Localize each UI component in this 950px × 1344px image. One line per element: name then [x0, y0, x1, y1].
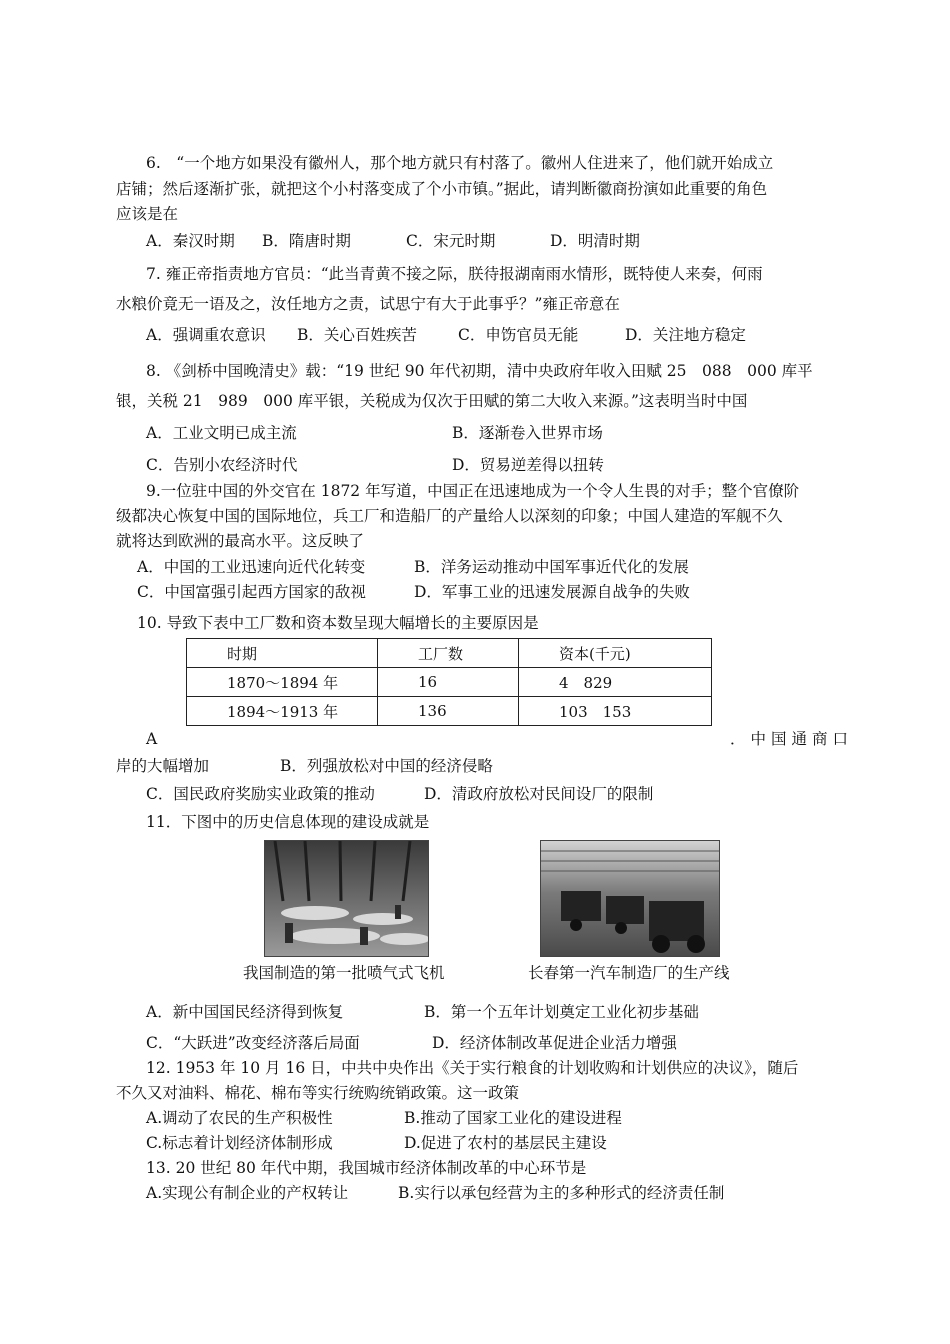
q11-caption-left: 我国制造的第一批喷气式飞机: [243, 964, 445, 982]
q11-stem: 11．下图中的历史信息体现的建设成就是: [146, 813, 430, 831]
q7-option-a: A．强调重农意识: [146, 326, 266, 344]
q7-option-d: D．关注地方稳定: [625, 326, 746, 344]
q10-option-b: B．列强放松对中国的经济侵略: [280, 757, 493, 775]
q6-option-b: B．隋唐时期: [262, 232, 351, 250]
q12-stem-line1: 12. 1953 年 10 月 16 日，中共中央作出《关于实行粮食的计划收购和计划供应的决议》，随后: [146, 1059, 799, 1077]
table-header-period: 时期: [187, 639, 378, 668]
table-cell-period: 1894～1913 年: [187, 697, 378, 726]
table-row: [187, 668, 712, 697]
q11-option-b: B．第一个五年计划奠定工业化初步基础: [424, 1003, 699, 1021]
q11-option-a: A．新中国国民经济得到恢复: [146, 1003, 344, 1021]
q8-stem-line2: 银，关税 21 989 000 库平银，关税成为仅次于田赋的第二大收入来源。”这表明当时中国: [116, 392, 748, 410]
jet-aircraft-factory-photo: [264, 840, 429, 957]
q10-option-a-letter: A: [146, 730, 158, 748]
q11-option-c: C．“大跃进”改变经济落后局面: [146, 1034, 360, 1052]
q9-stem-line3: 就将达到欧洲的最高水平。这反映了: [116, 532, 365, 550]
q8-stem-line1: 8. 《剑桥中国晚清史》载：“19 世纪 90 年代初期，清中央政府年收入田赋 25 088 000 库平: [146, 362, 813, 380]
table-cell-capital: 4 829: [519, 668, 712, 697]
q7-option-b: B．关心百姓疾苦: [297, 326, 417, 344]
q10-option-c: C．国民政府奖励实业政策的推动: [146, 785, 375, 803]
q13-stem: 13. 20 世纪 80 年代中期，我国城市经济体制改革的中心环节是: [146, 1159, 587, 1177]
q13-option-a: A.实现公有制企业的产权转让: [146, 1184, 349, 1202]
q11-caption-right: 长春第一汽车制造厂的生产线: [528, 964, 730, 982]
q10-option-a-text: ．中国通商口: [730, 730, 854, 748]
truck-production-line-photo: [540, 840, 720, 957]
q6-option-a: A．秦汉时期: [146, 232, 235, 250]
q10-option-d: D．清政府放松对民间设厂的限制: [424, 785, 654, 803]
q8-option-b: B．逐渐卷入世界市场: [452, 424, 603, 442]
q9-option-b: B．洋务运动推动中国军事近代化的发展: [414, 558, 689, 576]
q10-stem: 10. 导致下表中工厂数和资本数呈现大幅增长的主要原因是: [137, 614, 539, 632]
q10-data-table: [186, 638, 712, 726]
q6-option-d: D．明清时期: [550, 232, 640, 250]
q6-option-c: C．宋元时期: [406, 232, 496, 250]
table-header-row: [187, 639, 712, 668]
q6-stem-line3: 应该是在: [116, 205, 179, 223]
q9-stem-line1: 9.一位驻中国的外交官在 1872 年写道，中国正在迅速地成为一个令人生畏的对手；整个官僚阶: [146, 482, 800, 500]
table-header-factories: 工厂数: [378, 639, 519, 668]
q7-stem-line2: 水粮价竟无一语及之，汝任地方之责，试思宁有大于此事乎？”雍正帝意在: [116, 295, 620, 313]
q12-option-c: C.标志着计划经济体制形成: [146, 1134, 333, 1152]
table-cell-capital: 103 153: [519, 697, 712, 726]
q12-option-b: B.推动了国家工业化的建设进程: [404, 1109, 622, 1127]
q6-stem-line1: 6. “一个地方如果没有徽州人，那个地方就只有村落了。徽州人住进来了，他们就开始成立: [146, 154, 774, 172]
q8-option-d: D．贸易逆差得以扭转: [452, 456, 604, 474]
q9-option-d: D．军事工业的迅速发展源自战争的失败: [414, 583, 690, 601]
q9-option-a: A．中国的工业迅速向近代化转变: [137, 558, 366, 576]
q12-stem-line2: 不久又对油料、棉花、棉布等实行统购统销政策。这一政策: [116, 1084, 520, 1102]
table-cell-period: 1870～1894 年: [187, 668, 378, 697]
q7-option-c: C．申饬官员无能: [458, 326, 579, 344]
table-header-capital: 资本(千元): [519, 639, 712, 668]
q9-option-c: C．中国富强引起西方国家的敌视: [137, 583, 366, 601]
q6-stem-line2: 店铺；然后逐渐扩张，就把这个小村落变成了个小市镇。”据此，请判断徽商扮演如此重要的角色: [116, 180, 768, 198]
table-cell-factories: 16: [378, 668, 519, 697]
q11-option-d: D．经济体制改革促进企业活力增强: [432, 1034, 677, 1052]
q8-option-c: C．告别小农经济时代: [146, 456, 298, 474]
table-row: [187, 697, 712, 726]
q12-option-a: A.调动了农民的生产积极性: [146, 1109, 333, 1127]
q7-stem-line1: 7. 雍正帝指责地方官员：“此当青黄不接之际，朕待报湖南雨水情形，既特使人来奏，何雨: [146, 265, 763, 283]
q9-stem-line2: 级都决心恢复中国的国际地位，兵工厂和造船厂的产量给人以深刻的印象；中国人建造的军舰不久: [116, 507, 783, 525]
table-cell-factories: 136: [378, 697, 519, 726]
q13-option-b: B.实行以承包经营为主的多种形式的经济责任制: [398, 1184, 725, 1202]
q12-option-d: D.促进了农村的基层民主建设: [404, 1134, 607, 1152]
q8-option-a: A．工业文明已成主流: [146, 424, 297, 442]
q10-option-a-cont: 岸的大幅增加: [116, 757, 210, 775]
